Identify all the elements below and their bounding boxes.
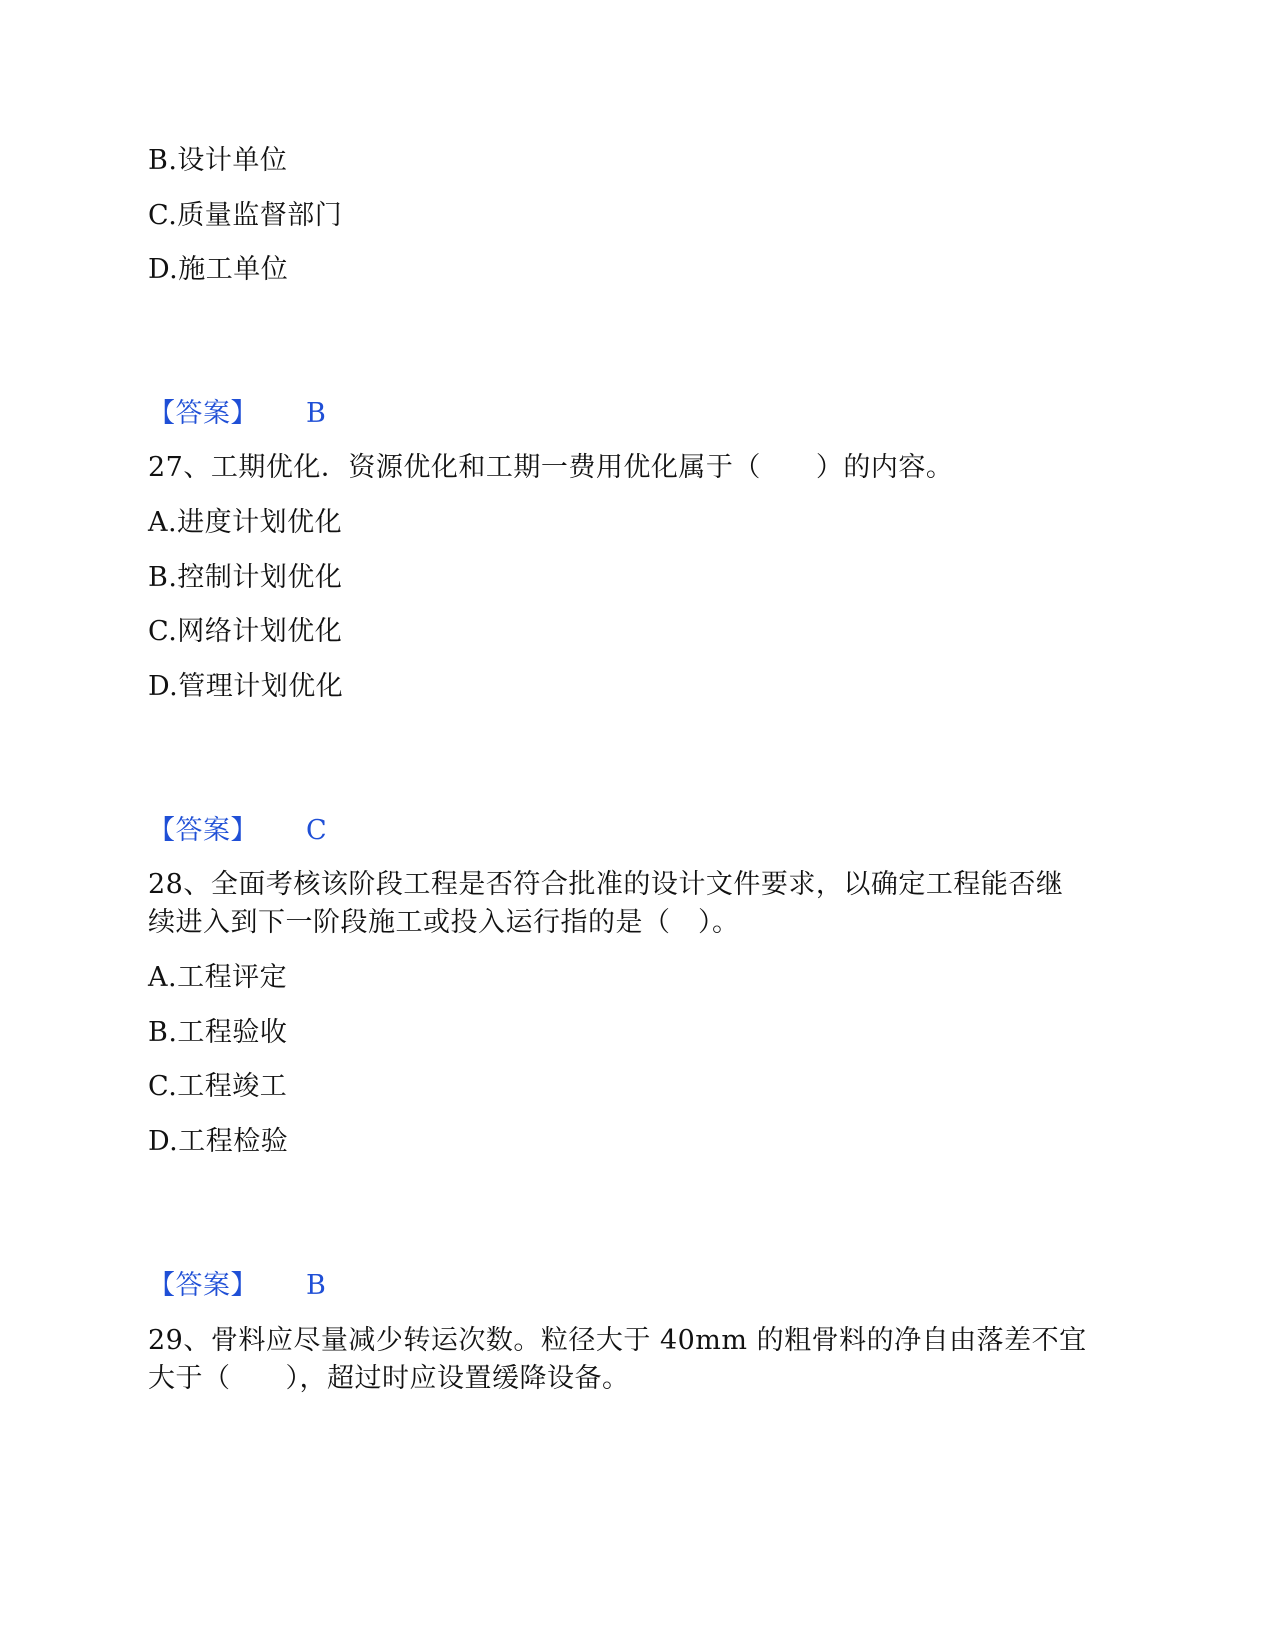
answer-label: 【答案】 — [148, 398, 258, 429]
answer-label: 【答案】 — [148, 815, 258, 846]
q26-option-d: D.施工单位 — [148, 254, 289, 285]
q27-answer — [148, 813, 327, 849]
q28-option-a: A.工程评定 — [148, 962, 288, 993]
q29-stem-line-2: 大于（ ），超过时应设置缓降设备。 — [148, 1363, 630, 1394]
answer-letter: B — [306, 1270, 326, 1301]
q28-option-c: C.工程竣工 — [148, 1071, 288, 1102]
q27-option-a: A.进度计划优化 — [148, 507, 343, 538]
q27-stem: 27、工期优化．资源优化和工期一费用优化属于（ ）的内容。 — [148, 452, 954, 483]
answer-letter: B — [306, 398, 326, 429]
q27-option-c: C.网络计划优化 — [148, 616, 343, 647]
q26-option-c: C.质量监督部门 — [148, 200, 343, 231]
q26-answer — [148, 396, 326, 432]
q26-option-b: B.设计单位 — [148, 145, 288, 176]
q28-option-b: B.工程验收 — [148, 1017, 288, 1048]
answer-letter: C — [306, 815, 327, 846]
q27-option-b: B.控制计划优化 — [148, 562, 343, 593]
q28-option-d: D.工程检验 — [148, 1126, 289, 1157]
q28-answer — [148, 1268, 326, 1304]
answer-label: 【答案】 — [148, 1270, 258, 1301]
q28-stem-line-2: 续进入到下一阶段施工或投入运行指的是（ ）。 — [148, 907, 740, 938]
q29-stem-line-1: 29、骨料应尽量减少转运次数。粒径大于 40mm 的粗骨料的净自由落差不宜 — [148, 1325, 1087, 1356]
q28-stem-line-1: 28、全面考核该阶段工程是否符合批准的设计文件要求，以确定工程能否继 — [148, 869, 1064, 900]
q27-option-d: D.管理计划优化 — [148, 671, 344, 702]
